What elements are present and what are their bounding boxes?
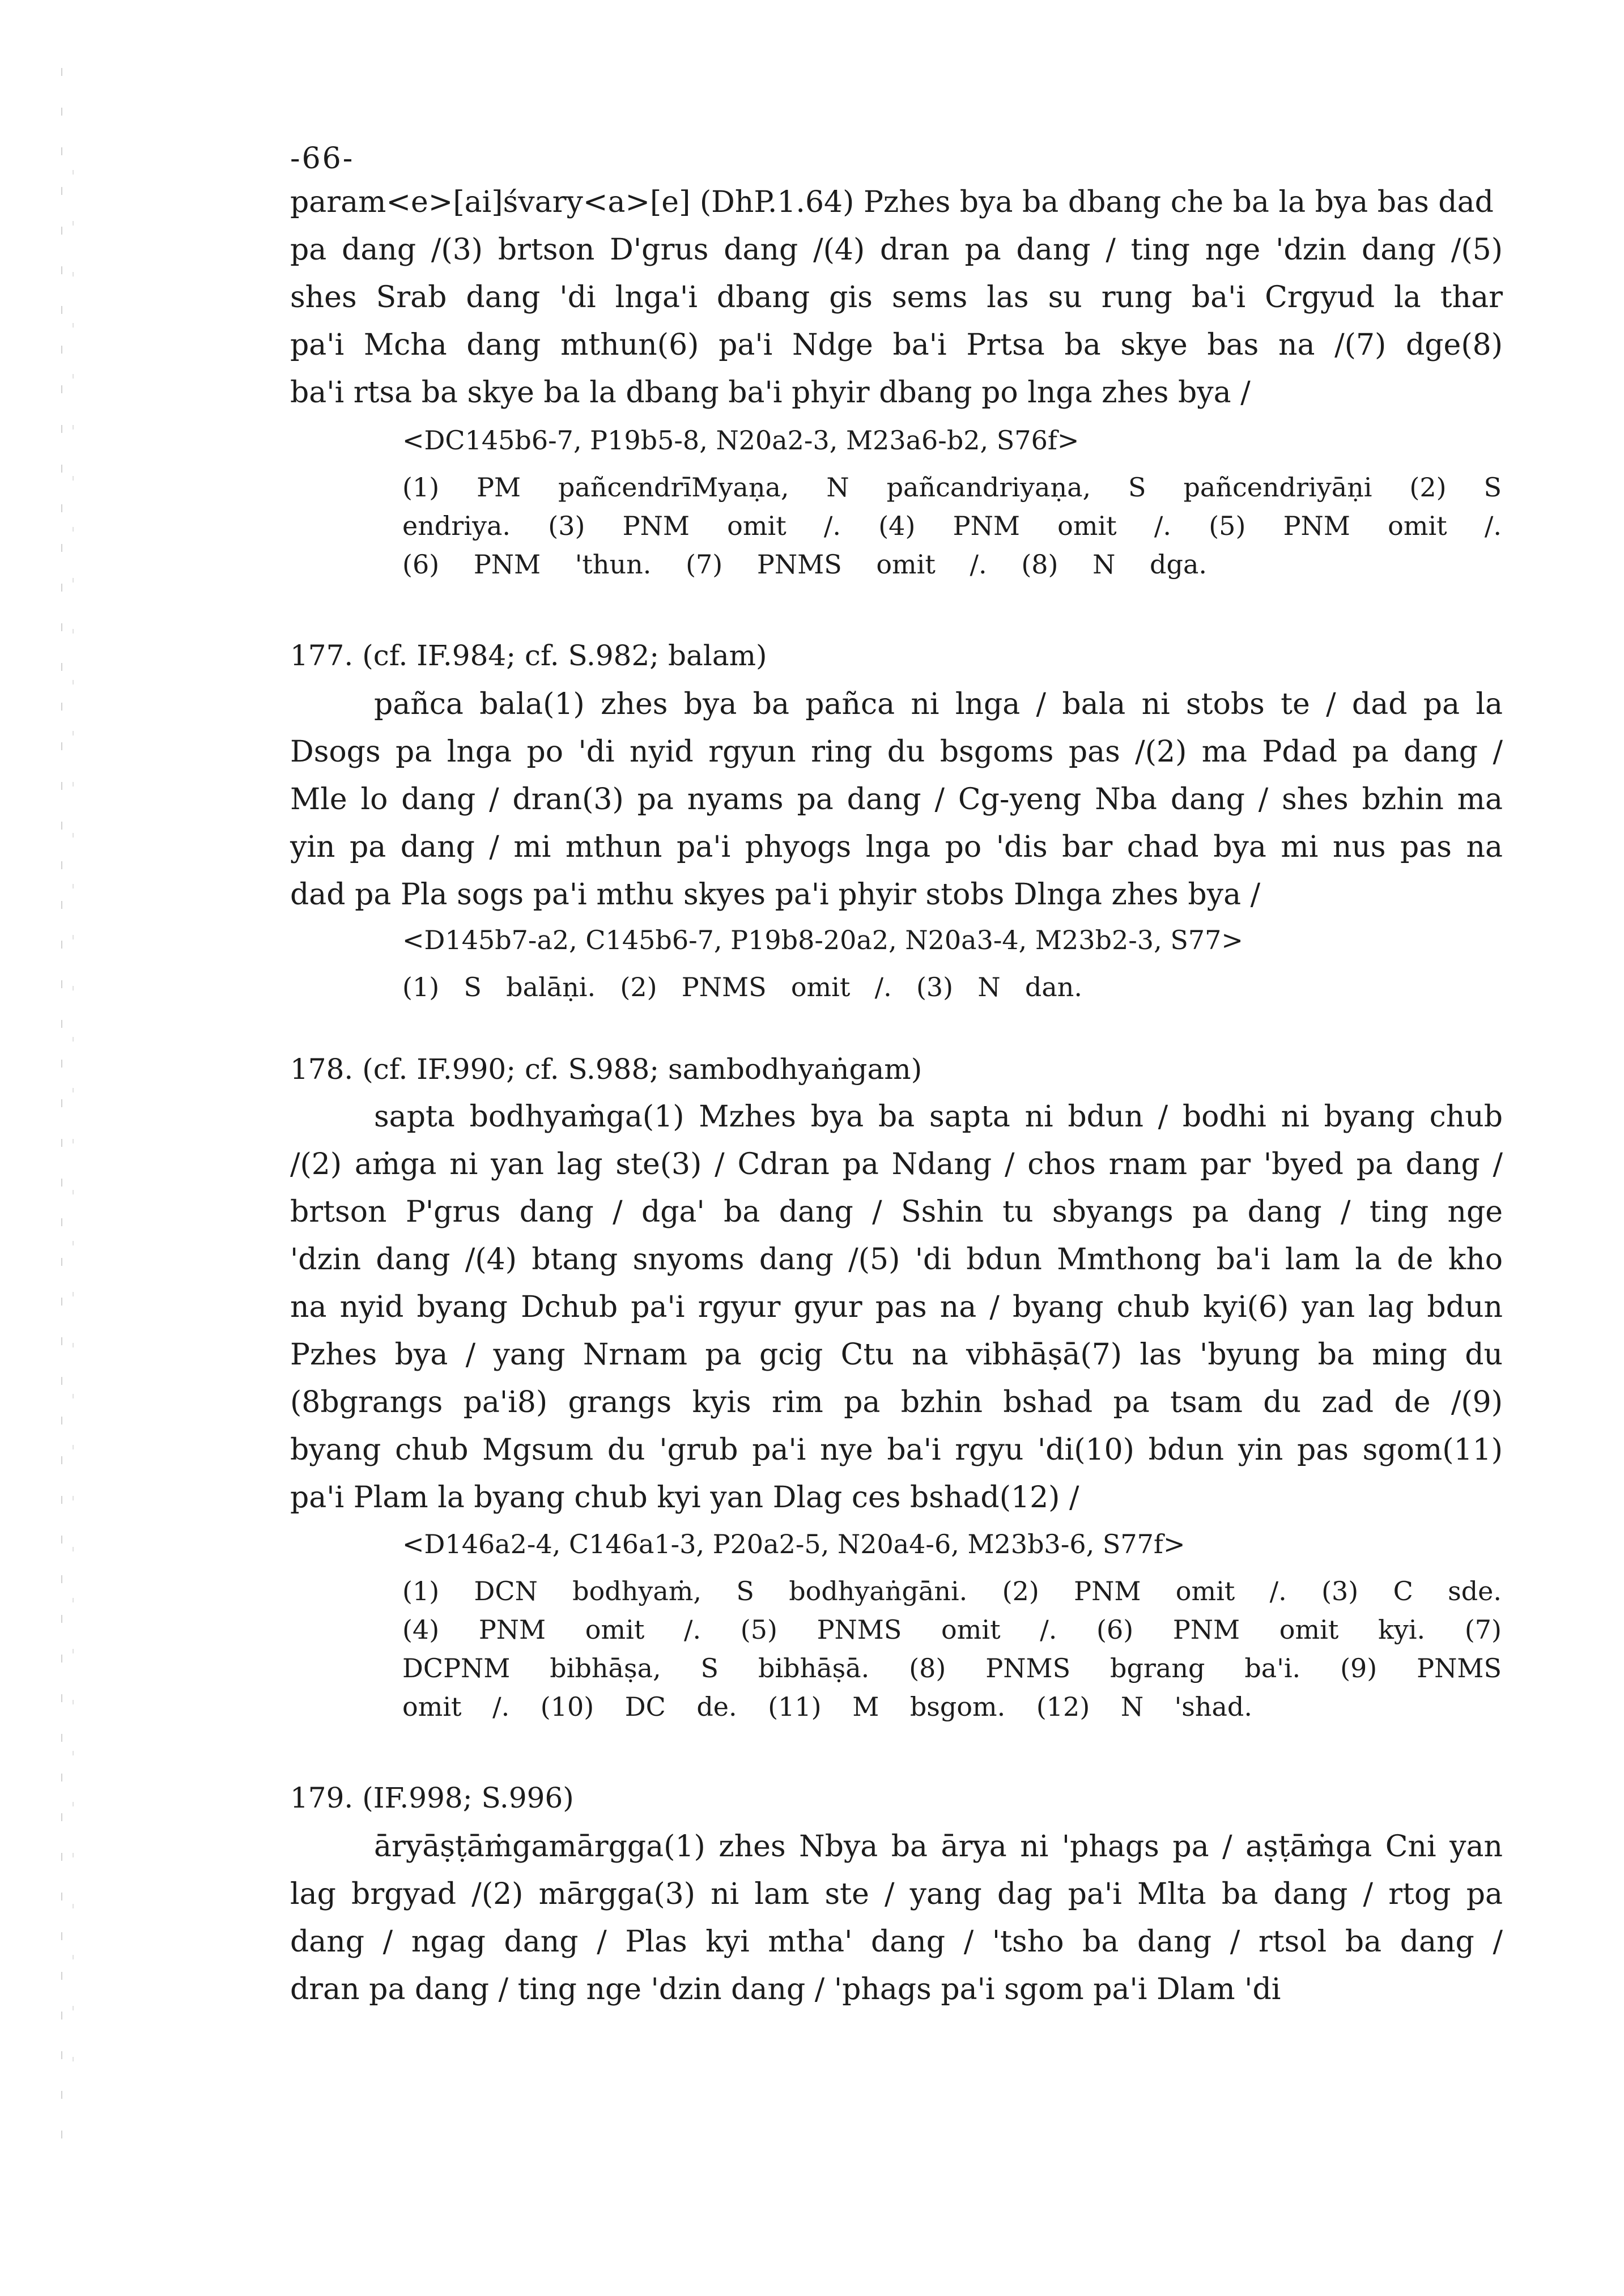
text-line: yin pa dang / mi mthun pa'i phyogs lnga po 'dis bar chad bya mi nus pas na <box>290 830 1503 864</box>
text-line: byang chub Mgsum du 'grub pa'i nye ba'i rgyu 'di(10) bdun yin pas sgom(11) <box>290 1433 1503 1467</box>
text-line: /(2) aṁga ni yan lag ste(3) / Cdran pa Ndang / chos rnam par 'byed pa dang / <box>290 1147 1503 1181</box>
text-line: sapta bodhyaṁga(1) Mzhes bya ba sapta ni bdun / bodhi ni byang chub <box>374 1100 1503 1134</box>
text-line: dang / ngag dang / Plas kyi mtha' dang / 'tsho ba dang / rtsol ba dang / <box>290 1925 1503 1959</box>
footnote-line: (4) PNM omit /. (5) PNMS omit /. (6) PNM omit kyi. (7) <box>402 1614 1502 1645</box>
footnote-line: (1) S balāṇi. (2) PNMS omit /. (3) N dan. <box>402 972 1082 1002</box>
entry-heading: 179. (IF.998; S.996) <box>290 1781 574 1814</box>
entry-heading: 178. (cf. IF.990; cf. S.988; sambodhyaṅgam) <box>290 1053 922 1086</box>
text-line: (8bgrangs pa'i8) grangs kyis rim pa bzhin bshad pa tsam du zad de /(9) <box>290 1385 1503 1419</box>
scan-margin-mark <box>61 68 62 2165</box>
text-line: dran pa dang / ting nge 'dzin dang / 'phags pa'i sgom pa'i Dlam 'di <box>290 1972 1281 2006</box>
footnote-line: endriya. (3) PNM omit /. (4) PNM omit /. (5) PNM omit /. <box>402 511 1502 541</box>
page-number: -66- <box>290 142 355 176</box>
witness-reference: <D145b7-a2, C145b6-7, P19b8-20a2, N20a3-4, M23b2-3, S77> <box>402 925 1243 955</box>
text-line: shes Srab dang 'di lnga'i dbang gis sems las su rung ba'i Crgyud la thar <box>290 280 1503 314</box>
text-line: dad pa Pla sogs pa'i mthu skyes pa'i phyir stobs Dlnga zhes bya / <box>290 878 1261 912</box>
text-line: Mle lo dang / dran(3) pa nyams pa dang / Cg-yeng Nba dang / shes bzhin ma <box>290 783 1503 817</box>
witness-reference: <D146a2-4, C146a1-3, P20a2-5, N20a4-6, M23b3-6, S77f> <box>402 1529 1185 1559</box>
text-line: param<e>[ai]śvary<a>[e] (DhP.1.64) Pzhes bya ba dbang che ba la bya bas dad <box>290 185 1494 219</box>
text-line: Pzhes bya / yang Nrnam pa gcig Ctu na vibhāṣā(7) las 'byung ba ming du <box>290 1338 1503 1372</box>
text-line: na nyid byang Dchub pa'i rgyur gyur pas na / byang chub kyi(6) yan lag bdun <box>290 1290 1503 1324</box>
text-line: lag brgyad /(2) mārgga(3) ni lam ste / yang dag pa'i Mlta ba dang / rtog pa <box>290 1877 1503 1911</box>
text-line: pa'i Mcha dang mthun(6) pa'i Ndge ba'i Prtsa ba skye bas na /(7) dge(8) <box>290 328 1503 362</box>
text-line: ba'i rtsa ba skye ba la dbang ba'i phyir dbang po lnga zhes bya / <box>290 376 1251 410</box>
text-line: pa dang /(3) brtson D'grus dang /(4) dran pa dang / ting nge 'dzin dang /(5) <box>290 233 1503 267</box>
text-line: 'dzin dang /(4) btang snyoms dang /(5) 'di bdun Mmthong ba'i lam la de kho <box>290 1243 1503 1277</box>
footnote-line: omit /. (10) DC de. (11) M bsgom. (12) N 'shad. <box>402 1691 1252 1722</box>
witness-reference: <DC145b6-7, P19b5-8, N20a2-3, M23a6-b2, S76f> <box>402 425 1079 456</box>
footnote-line: DCPNM bibhāṣa, S bibhāṣā. (8) PNMS bgrang ba'i. (9) PNMS <box>402 1653 1502 1683</box>
footnote-line: (1) DCN bodhyaṁ, S bodhyaṅgāni. (2) PNM omit /. (3) C sde. <box>402 1576 1502 1606</box>
footnote-line: (6) PNM 'thun. (7) PNMS omit /. (8) N dga. <box>402 549 1207 580</box>
text-line: brtson P'grus dang / dga' ba dang / Sshin tu sbyangs pa dang / ting nge <box>290 1195 1503 1229</box>
text-line: pa'i Plam la byang chub kyi yan Dlag ces bshad(12) / <box>290 1481 1079 1515</box>
text-line: pañca bala(1) zhes bya ba pañca ni lnga / bala ni stobs te / dad pa la <box>374 687 1503 721</box>
text-line: āryāṣṭāṁgamārgga(1) zhes Nbya ba ārya ni 'phags pa / aṣṭāṁga Cni yan <box>374 1830 1503 1864</box>
footnote-line: (1) PM pañcendrīMyaṇa, N pañcandriyaṇa, S pañcendriyāṇi (2) S <box>402 472 1502 503</box>
text-line: Dsogs pa lnga po 'di nyid rgyun ring du bsgoms pas /(2) ma Pdad pa dang / <box>290 735 1503 769</box>
entry-heading: 177. (cf. IF.984; cf. S.982; balam) <box>290 639 767 672</box>
scan-margin-mark <box>73 170 74 2097</box>
